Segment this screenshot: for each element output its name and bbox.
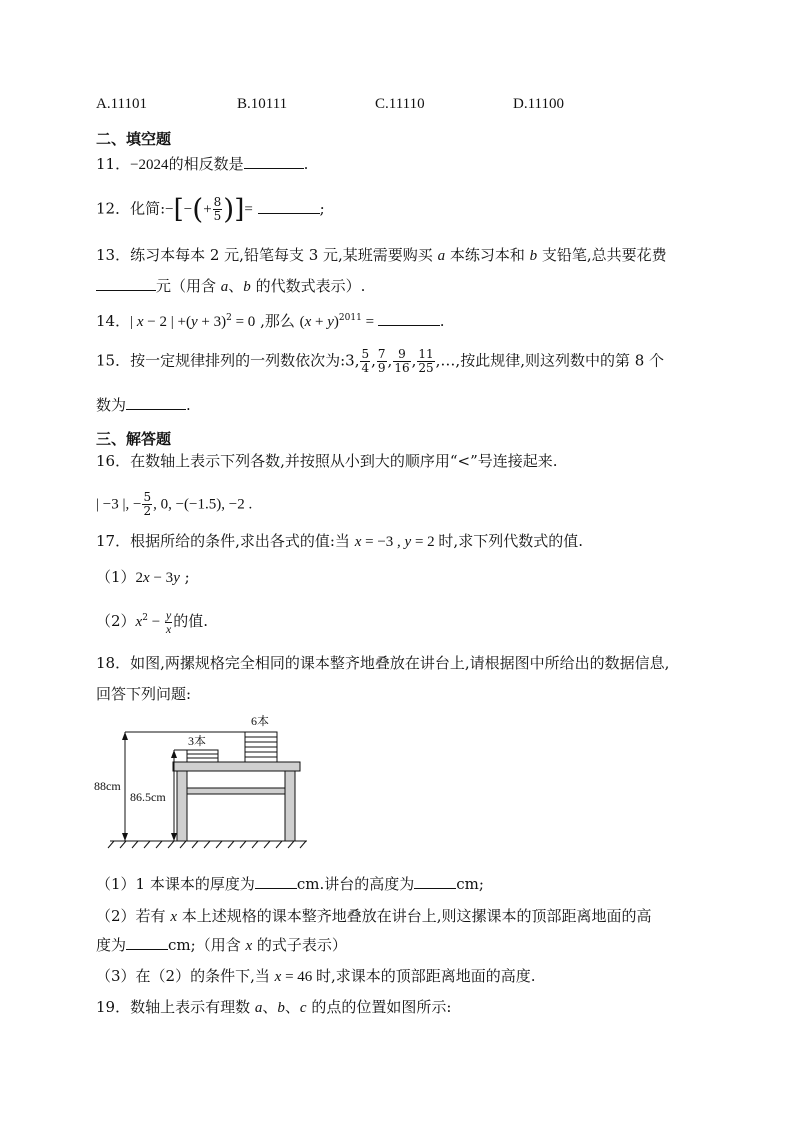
answer-blank[interactable] xyxy=(126,395,186,410)
q-number: 12． xyxy=(96,199,131,218)
expression-part: 2 xyxy=(135,570,144,586)
question-16 xyxy=(96,451,558,471)
fraction-denominator: x xyxy=(165,621,172,636)
fraction-numerator: 7 xyxy=(377,347,386,361)
q-number: 17． xyxy=(96,532,131,550)
part-label: （2） xyxy=(96,907,136,925)
textbook-stack-figure xyxy=(92,710,322,858)
plus-sign: + xyxy=(203,201,212,218)
number-list: , 0, −(−1.5), −2 . xyxy=(153,496,253,513)
answer-blank[interactable] xyxy=(258,199,320,214)
right-paren: ) xyxy=(333,314,339,330)
answer-blank[interactable] xyxy=(96,276,156,291)
q15-text: 数为 xyxy=(96,396,127,414)
option-d: D.11100 xyxy=(513,96,564,112)
separator: 、 xyxy=(284,998,300,1016)
fraction-denominator: 4 xyxy=(361,361,370,375)
comma: , xyxy=(371,351,376,370)
fraction-denominator: 2 xyxy=(143,504,152,518)
question-17-part1 xyxy=(96,567,190,588)
separator: 、 xyxy=(262,998,278,1016)
question-19 xyxy=(96,997,451,1018)
variable-x: x xyxy=(170,909,177,925)
variable-x: x xyxy=(135,614,143,630)
desk-top xyxy=(173,762,300,771)
variable-x: x xyxy=(354,534,362,550)
section-heading-solve: 三、解答题 xyxy=(96,430,172,448)
q18-text: 在（2）的条件下,当 xyxy=(135,967,275,985)
variable-a: a xyxy=(437,248,446,264)
q19-text: 的点的位置如图所示: xyxy=(306,998,452,1016)
variable-x: x xyxy=(245,938,253,954)
right-bracket: ] xyxy=(234,194,245,225)
fraction-numerator: 5 xyxy=(143,490,152,504)
q13-text: 练习本每本 2 元,铅笔每支 3 元,某班需要购买 xyxy=(130,246,438,264)
part-label: （1） xyxy=(96,568,136,586)
equals-sign: = xyxy=(244,201,253,218)
question-18 xyxy=(96,653,669,673)
question-13 xyxy=(96,245,667,266)
question-15 xyxy=(96,348,664,375)
variable-a: a xyxy=(220,279,229,295)
q13-text: 元（用含 xyxy=(156,277,221,295)
q17-end: ; xyxy=(179,568,190,586)
q-number: 11． xyxy=(96,155,131,173)
comma: , xyxy=(387,351,393,370)
q13-text: 的代数式表示）. xyxy=(250,277,366,295)
number-list: | −3 |, − xyxy=(96,496,142,513)
desk-leg-left xyxy=(177,771,187,841)
variable-x: x xyxy=(136,314,144,330)
variable-a: a xyxy=(254,1000,263,1016)
variable-y: y xyxy=(327,314,334,330)
label-86-5cm: 86.5cm xyxy=(130,790,166,804)
q18-text: 若有 xyxy=(135,907,171,925)
minus-sign: − xyxy=(147,614,164,630)
question-17-part2 xyxy=(96,608,208,636)
variable-c: c xyxy=(299,1000,307,1016)
fraction-numerator: 9 xyxy=(393,348,410,362)
variable-x: x xyxy=(274,969,282,985)
q18-text: 本上述规格的课本整齐地叠放在讲台上,则这摞课本的顶部距离地面的高 xyxy=(177,907,652,925)
fraction-denominator: 9 xyxy=(377,361,386,375)
q14-text: ,那么 xyxy=(255,312,300,330)
desk-crossbar xyxy=(187,788,285,794)
q18-text: cm.讲台的高度为 xyxy=(296,875,415,893)
expression-part: + 3) xyxy=(197,314,227,330)
q15-end: . xyxy=(186,396,191,414)
fraction xyxy=(360,348,370,375)
option-a: A.11101 xyxy=(96,96,147,112)
q13-text: 支铅笔,总共要花费 xyxy=(537,246,667,264)
answer-blank[interactable] xyxy=(378,311,440,326)
q13-text: 、 xyxy=(228,277,244,295)
q-number: 14． xyxy=(96,312,131,330)
q18-text: 的式子表示） xyxy=(252,936,347,954)
q19-text: 数轴上表示有理数 xyxy=(130,998,255,1016)
q18-text: cm;（用含 xyxy=(168,936,246,954)
answer-blank[interactable] xyxy=(244,154,304,169)
fraction-denominator: 25 xyxy=(418,361,434,375)
q15-text: ,…,按此规律,则这列数中的第 8 个 xyxy=(435,351,665,370)
fraction-denominator: 16 xyxy=(394,361,410,375)
section-heading-fill-in: 二、填空题 xyxy=(96,130,172,148)
plus-sign: + xyxy=(311,314,328,330)
part-label: （3） xyxy=(96,967,136,985)
variable-b: b xyxy=(529,248,538,264)
question-18-part3 xyxy=(96,966,536,987)
left-paren: ( xyxy=(299,314,305,330)
q18-text: 如图,两摞规格完全相同的课本整齐地叠放在讲台上,请根据图中所给出的数据信息, xyxy=(130,654,670,672)
label-6-books: 6本 xyxy=(251,714,270,728)
desk-leg-right xyxy=(285,771,295,841)
label-3-books: 3本 xyxy=(188,734,207,748)
q17-end: 的值. xyxy=(173,612,209,630)
fraction xyxy=(377,348,387,375)
expression-part: − 3 xyxy=(149,570,174,586)
question-12 xyxy=(96,192,325,226)
expression-part: = 0 xyxy=(231,314,256,330)
fraction xyxy=(213,196,223,223)
variable-y: y xyxy=(404,534,412,550)
q12-label: 化简: xyxy=(130,199,166,218)
variable-y: y xyxy=(190,314,198,330)
question-18-part1 xyxy=(96,874,484,894)
part-label: （2） xyxy=(96,612,136,630)
question-18-part2 xyxy=(96,906,652,927)
expression-part: = 2 xyxy=(411,534,439,550)
fraction-numerator: y xyxy=(165,607,172,622)
variable-y: y xyxy=(173,570,180,586)
q18-text: 度为 xyxy=(96,936,127,954)
variable-x: x xyxy=(304,314,312,330)
exponent: 2 xyxy=(226,313,232,323)
question-13-line2 xyxy=(96,276,365,297)
expression-part: − 2 | +( xyxy=(143,314,191,330)
minus-sign: − xyxy=(165,201,174,218)
variable-b: b xyxy=(277,1000,285,1016)
answer-blank[interactable] xyxy=(414,874,456,889)
fraction-numerator: 11 xyxy=(418,347,434,361)
variable-b: b xyxy=(243,279,251,295)
option-c: C.11110 xyxy=(375,96,425,112)
expression-part: = 46 xyxy=(281,969,317,985)
question-15-line2 xyxy=(96,395,191,415)
q13-text: 本练习本和 xyxy=(445,246,530,264)
question-14 xyxy=(96,308,445,332)
question-16-list xyxy=(96,491,252,518)
right-paren: ) xyxy=(223,192,235,226)
question-17 xyxy=(96,531,583,552)
q18-text: cm; xyxy=(456,875,484,893)
left-bracket: [ xyxy=(173,194,184,225)
q16-text: 在数轴上表示下列各数,并按照从小到大的顺序用“<”号连接起来. xyxy=(130,452,558,470)
q11-end: . xyxy=(303,155,309,173)
part-label: （1） xyxy=(96,875,136,893)
q18-text: 1 本课本的厚度为 xyxy=(135,875,255,893)
q17-text: 根据所给的条件,求出各式的值:当 xyxy=(130,532,355,550)
q15-text: 按一定规律排列的一列数依次为:3, xyxy=(130,351,360,370)
abs-bar: | xyxy=(130,314,137,330)
q14-end: . xyxy=(439,312,445,330)
q-number: 13． xyxy=(96,246,131,264)
left-paren: ( xyxy=(192,192,204,226)
fraction-numerator: 5 xyxy=(361,347,370,361)
q-number: 16． xyxy=(96,452,131,470)
fraction xyxy=(417,348,434,375)
fraction xyxy=(393,348,410,375)
question-11 xyxy=(96,154,308,175)
fraction xyxy=(142,491,152,518)
option-b: B.10111 xyxy=(237,96,288,112)
q-number: 18． xyxy=(96,654,131,672)
ground-hatch xyxy=(108,841,306,848)
exponent: 2011 xyxy=(338,313,362,323)
expression-part: = −3 , xyxy=(361,534,405,550)
label-88cm: 88cm xyxy=(94,779,121,793)
answer-blank[interactable] xyxy=(126,935,168,950)
q18-text: 回答下列问题: xyxy=(96,685,192,703)
q-number: 15． xyxy=(96,351,131,370)
q-number: 19． xyxy=(96,998,131,1016)
q17-text: 时,求下列代数式的值. xyxy=(438,532,583,550)
equals-sign: = xyxy=(361,314,378,330)
question-18-part2-line2 xyxy=(96,935,347,956)
q11-value: −2024 xyxy=(130,157,169,173)
variable-x: x xyxy=(143,570,150,586)
minus-sign: − xyxy=(183,201,193,218)
fraction-denominator: 5 xyxy=(213,209,222,223)
exponent: 2 xyxy=(142,613,148,623)
fraction-numerator: 8 xyxy=(213,195,222,209)
q12-end: ; xyxy=(319,199,325,218)
q18-text: 时,求课本的顶部距离地面的高度. xyxy=(316,967,536,985)
fraction xyxy=(165,609,172,636)
q11-text: 的相反数是 xyxy=(168,155,244,173)
book-stack-3 xyxy=(187,750,218,762)
answer-blank[interactable] xyxy=(255,874,297,889)
comma: , xyxy=(411,351,417,370)
question-18-line2 xyxy=(96,684,191,704)
